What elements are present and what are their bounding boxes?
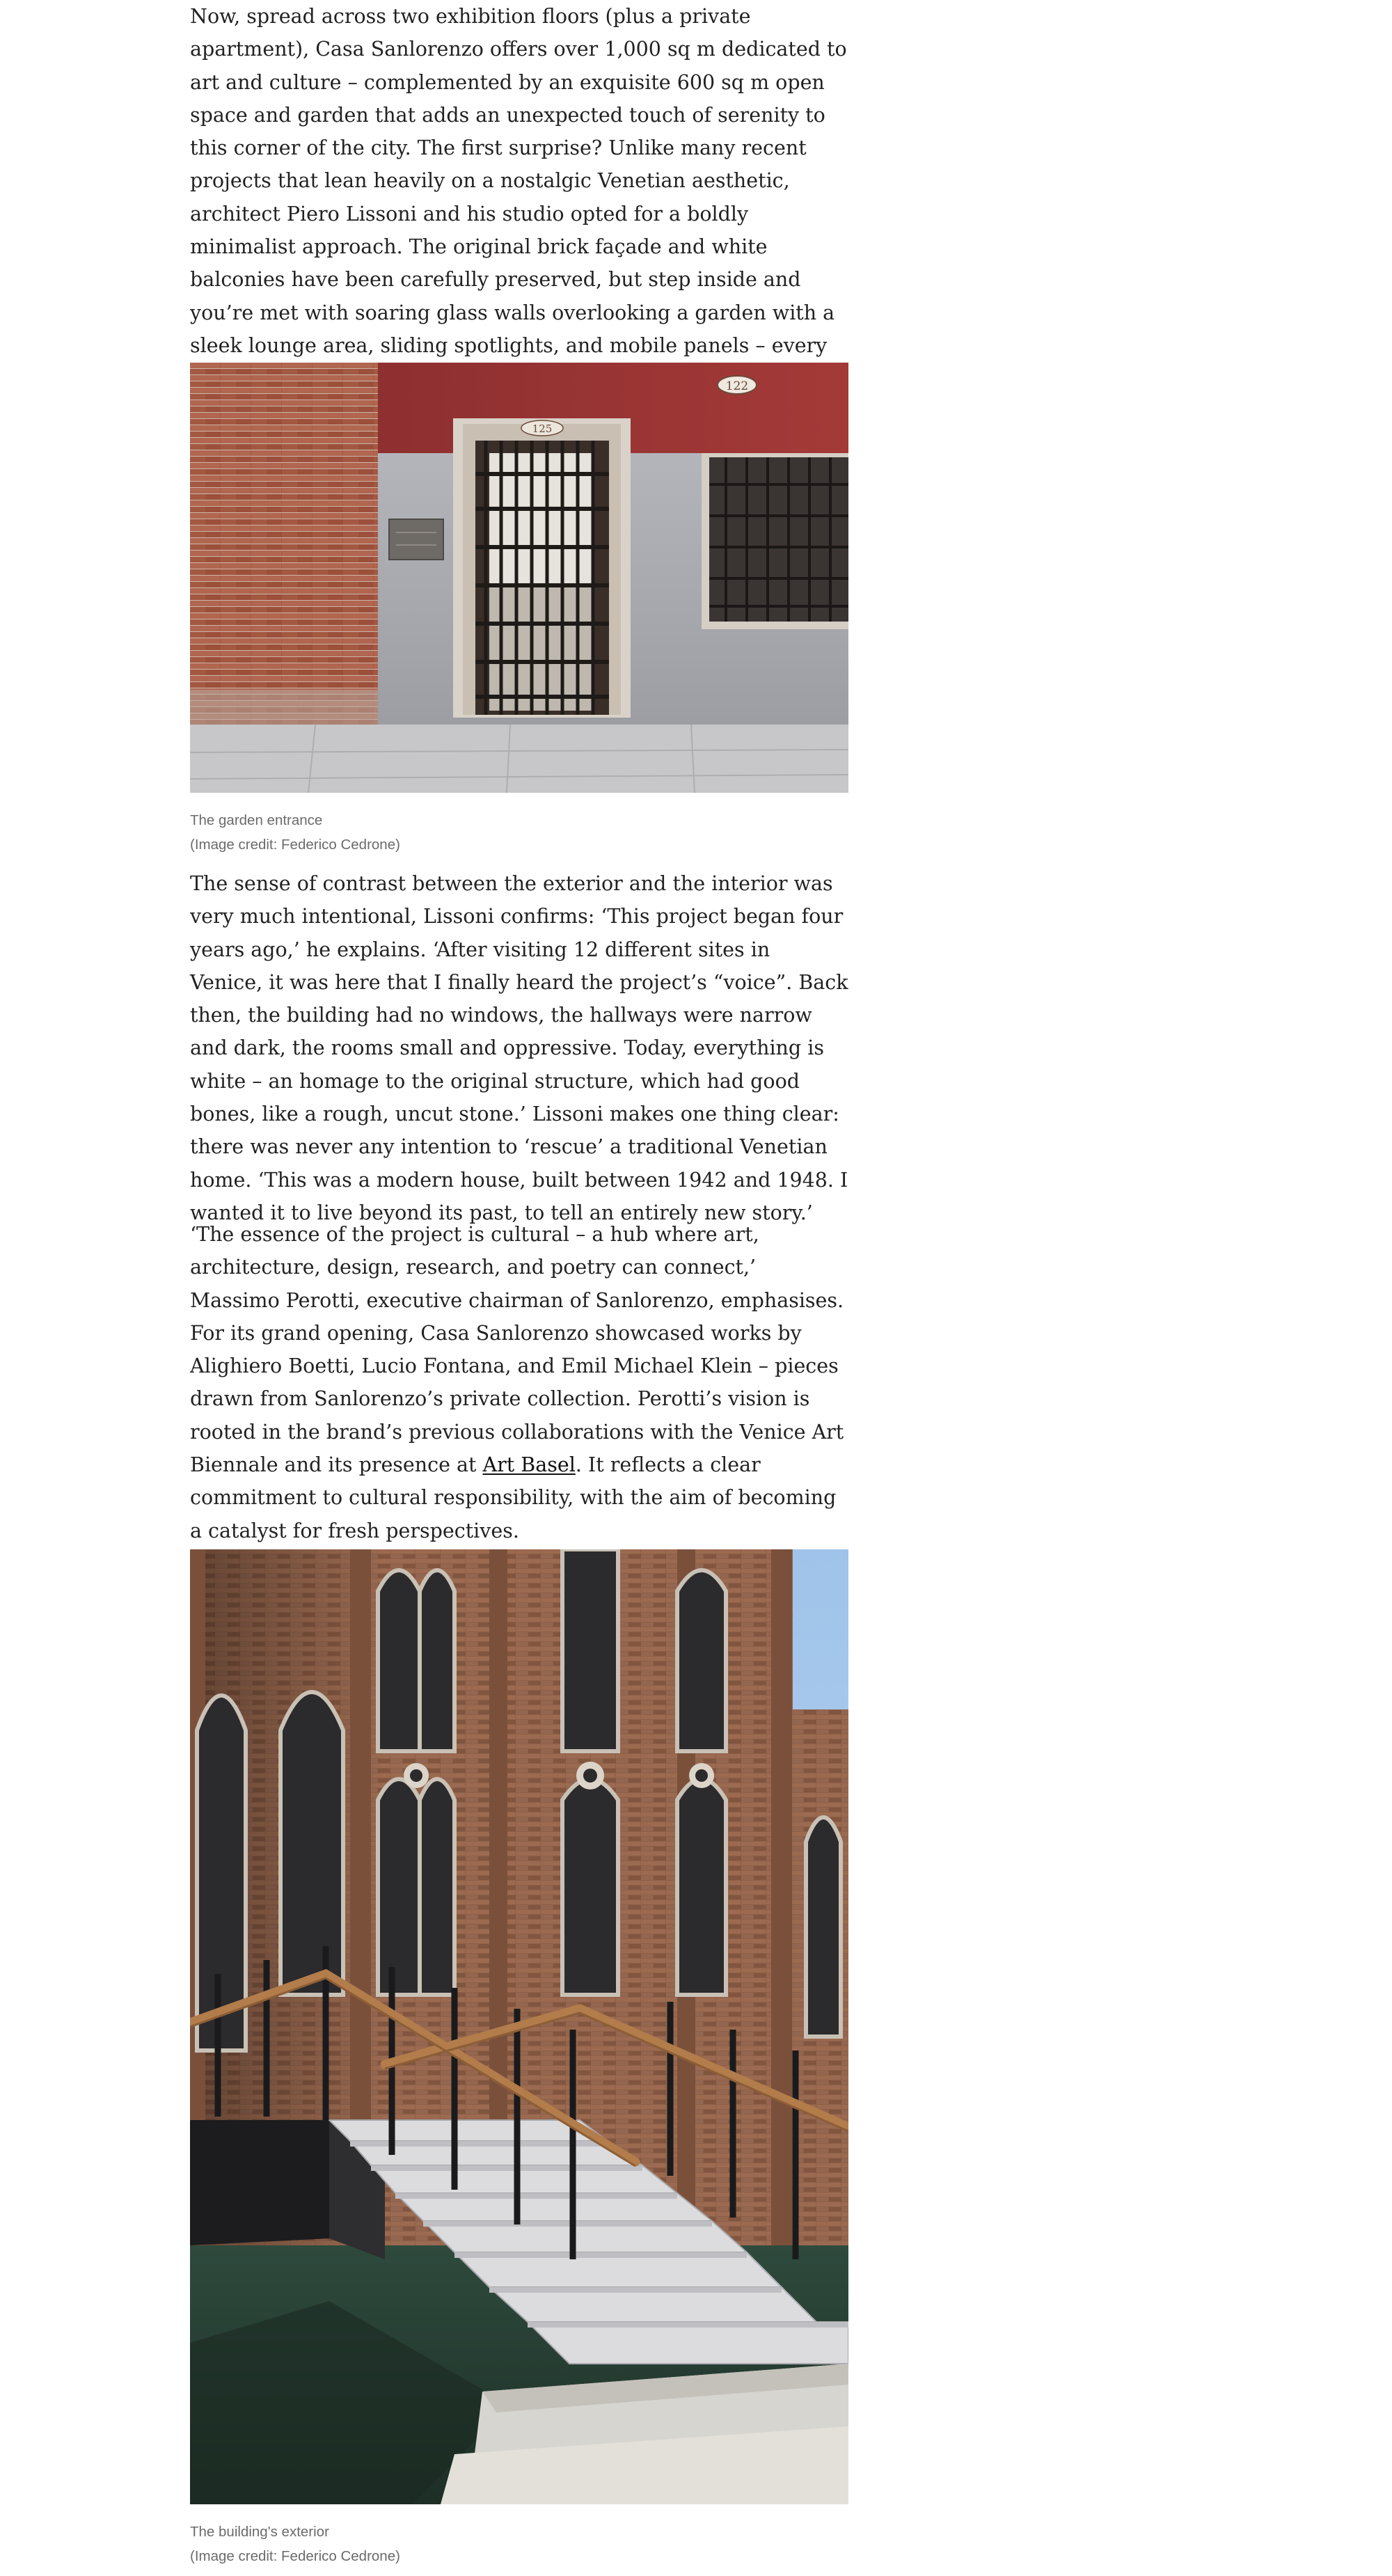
door-number: 125 <box>532 422 553 435</box>
caption-text: The building's exterior <box>190 2524 329 2540</box>
art-basel-link[interactable]: Art Basel <box>482 1453 576 1477</box>
garden-entrance-photo <box>190 363 848 793</box>
figure-caption <box>190 808 848 857</box>
paragraph-text: . It reflects a clear commitment to cultural responsibility, with the aim of becoming a catalyst for fresh perspectives. <box>190 1453 837 1542</box>
building-exterior-photo <box>190 1549 848 2504</box>
image-credit: (Image credit: Federico Cedrone) <box>190 837 400 853</box>
image-credit: (Image credit: Federico Cedrone) <box>190 2548 400 2564</box>
caption-text: The garden entrance <box>190 812 323 828</box>
wall-number: 122 <box>725 379 749 393</box>
figure-garden-entrance <box>190 363 848 857</box>
paragraph-text: ‘The essence of the project is cultural – a hub where art, architecture, design, research, and poetry can connect,’ Massimo Perotti, executive chairman of Sanlorenzo, emphasises. For its grand opening, Casa Sanlorenzo showcased works by Alighiero Boetti, Lucio Fontana, and Emil Michael Klein – pieces drawn from Sanlorenzo’s private collection. Perotti’s vision is rooted in the brand’s previous collaborations with the Venice Art Biennale and its presence at <box>190 1223 844 1477</box>
article-paragraph: Now, spread across two exhibition floors (plus a private apartment), Casa Sanlorenzo offers over 1,000 sq m dedicated to art and culture – complemented by an exquisite 600 sq m open space and garden that adds an unexpected touch of serenity to this corner of the city. The first surprise? Unlike many recent projects that lean heavily on a nostalgic Venetian aesthetic, architect Piero Lissoni and his studio opted for a boldly minimalist approach. The original brick façade and white balconies have been carefully preserved, but step inside and you’re met with soaring glass walls overlooking a garden with a sleek lounge area, sliding spotlights, and mobile panels – every <box>190 5 847 357</box>
article-paragraph <box>190 1218 848 1547</box>
figure-building-exterior <box>190 1549 848 2568</box>
figure-caption <box>190 2520 848 2568</box>
article-paragraph: The sense of contrast between the exterior and the interior was very much intentional, Lissoni confirms: ‘This project began four years ago,’ he explains. ‘After visiting 12 different sites in Venice, it was here that I finally heard the project’s “voice”. Back then, the building had no windows, the hallways were narrow and dark, the rooms small and oppressive. Today, everything is white – an homage to the original structure, which had good bones, like a rough, uncut stone.’ Lissoni makes one thing clear: there was never any intention to ‘rescue’ a traditional Venetian home. ‘This was a modern house, built between 1942 and 1948. I wanted it to live beyond its past, to tell an entirely new story.’ <box>190 872 848 1224</box>
